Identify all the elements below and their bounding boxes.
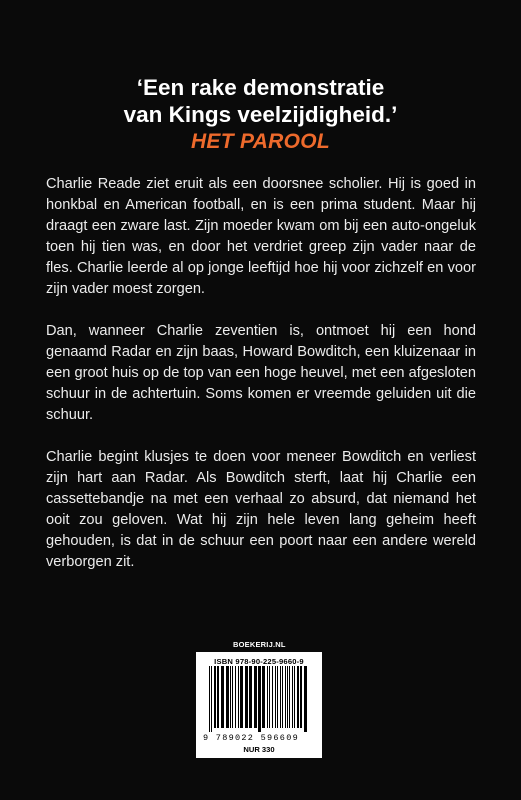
barcode-bar <box>300 666 302 728</box>
barcode-bar <box>209 666 210 732</box>
barcode-bar <box>217 666 219 728</box>
barcode-bar <box>297 666 299 728</box>
barcode-bar <box>287 666 288 728</box>
barcode-bar <box>258 666 261 732</box>
barcode-bar <box>269 666 270 728</box>
barcode-bar <box>254 666 257 728</box>
nur-code: NUR 330 <box>243 745 275 754</box>
publisher-website: BOEKERIJ.NL <box>233 640 286 649</box>
quote-line-2: van Kings veelzijdigheid.’ <box>123 102 398 127</box>
barcode-bar <box>235 666 236 728</box>
review-quote <box>0 74 521 155</box>
isbn-label: ISBN 978-90-225-9660-9 <box>214 657 304 666</box>
barcode-bar <box>238 666 239 728</box>
barcode-bar <box>280 666 281 728</box>
blurb-paragraph-1: Charlie Reade ziet eruit als een doorsnee scholier. Hij is goed in honkbal en American football, en is een prima student. Maar hij draagt een zware last. Zijn moeder kwam om bij een auto-ongeluk toen hij tien was, en door het verdriet greep zijn vader naar de fles. Charlie leerde al op jonge leeftijd hoe hij voor zichzelf en voor zijn vader moest zorgen. <box>46 176 476 297</box>
barcode-bar <box>230 666 231 728</box>
barcode-bar <box>226 666 229 728</box>
barcode-bar <box>245 666 248 728</box>
blurb-paragraph-2: Dan, wanneer Charlie zeventien is, ontmoet hij een hond genaamd Radar en zijn baas, Howard Bowditch, een kluizenaar in een groot huis op de top van een hoge heuvel, met een afgesloten schuur in de achtertuin. Soms komen er vreemde geluiden uit die schuur. <box>46 323 476 423</box>
barcode-bar <box>249 666 252 728</box>
barcode-bar <box>211 666 212 732</box>
barcode-bar <box>232 666 233 728</box>
barcode-bar <box>292 666 293 728</box>
barcode-bar <box>240 666 243 728</box>
barcode-bar <box>289 666 290 728</box>
quote-source: HET PAROOL <box>190 130 331 153</box>
barcode-bar <box>262 666 265 728</box>
barcode-digits: 9 789022 596609 <box>203 733 300 743</box>
barcode-bar <box>275 666 276 728</box>
barcode-bar <box>277 666 278 728</box>
quote-line-1: ‘Een rake demonstratie <box>136 75 385 100</box>
barcode-bar <box>304 666 307 732</box>
blurb-text <box>46 174 476 594</box>
barcode-bar <box>285 666 286 728</box>
blurb-paragraph-3: Charlie begint klusjes te doen voor meneer Bowditch en verliest zijn hart aan Radar. Als Bowditch sterft, laat hij Charlie een cassettebandje na met een verhaal zo absurd, dat niemand het ooit zou geloven. Wat hij zijn hele leven lang geheim heeft gehouden, is dat in de schuur een poort naar een andere wereld verborgen zit. <box>46 449 476 570</box>
barcode-bar <box>294 666 295 728</box>
barcode-bar <box>221 666 224 728</box>
barcode-bar <box>272 666 273 728</box>
barcode-bar <box>267 666 268 728</box>
barcode-bar <box>214 666 216 728</box>
barcode-bar <box>282 666 283 728</box>
barcode-icon <box>207 666 311 732</box>
barcode-block <box>196 652 322 758</box>
